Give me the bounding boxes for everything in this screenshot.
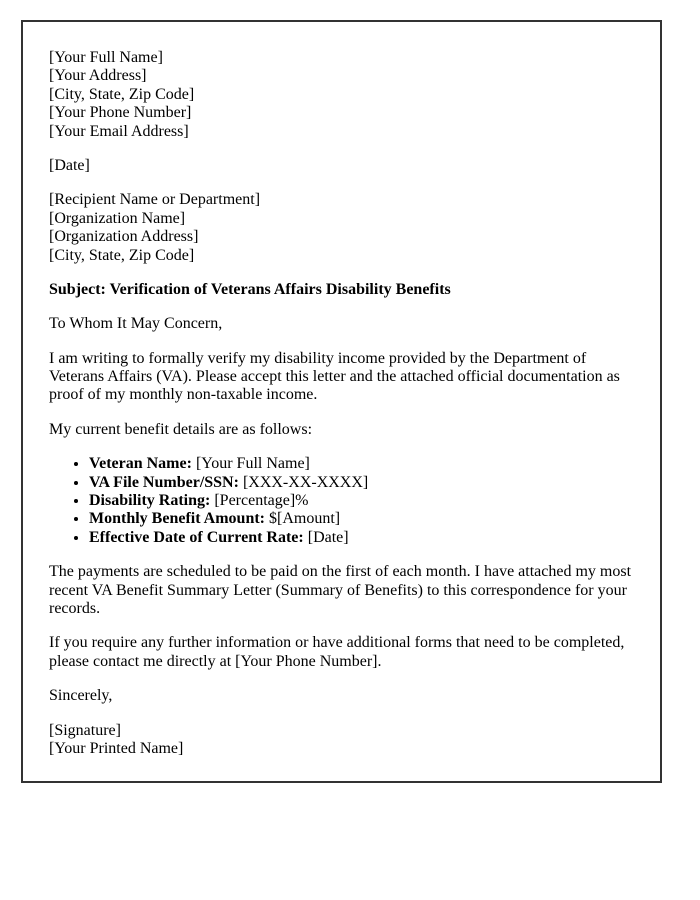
payments-paragraph: The payments are scheduled to be paid on the first of each month. I have attached my most recent VA Benefit Summary Letter (Summary of Benefits) to this correspondence for your records.: [49, 563, 632, 617]
letter-page: [21, 20, 662, 783]
closing: Sincerely,: [49, 687, 113, 705]
sender-line: [Your Email Address]: [49, 122, 189, 140]
benefit-detail-value: [XXX-XX-XXXX]: [242, 473, 369, 491]
signature-line: [Signature]: [49, 721, 121, 739]
sender-line: [City, State, Zip Code]: [49, 85, 195, 103]
sender-line: [Your Full Name]: [49, 49, 163, 66]
recipient-line: [Recipient Name or Department]: [49, 191, 261, 209]
benefit-detail-value: [Date]: [307, 528, 349, 546]
benefit-detail-label: Monthly Benefit Amount:: [89, 510, 265, 528]
benefit-detail-value: [Your Full Name]: [195, 455, 310, 473]
recipient-line: [Organization Name]: [49, 209, 186, 227]
salutation: To Whom It May Concern,: [49, 315, 223, 333]
benefit-detail-item: [89, 492, 635, 510]
benefit-detail-value: $[Amount]: [269, 510, 341, 528]
signature-block: [49, 722, 635, 759]
date-line: [Date]: [49, 156, 90, 174]
sender-block: [49, 49, 635, 141]
subject-line: Subject: Verification of Veterans Affairs Disability Benefits: [49, 280, 451, 298]
recipient-line: [City, State, Zip Code]: [49, 246, 195, 264]
benefit-details-list: [49, 455, 635, 547]
benefit-detail-label: Disability Rating:: [89, 492, 211, 510]
benefit-detail-label: VA File Number/SSN:: [89, 473, 239, 491]
sender-line: [Your Phone Number]: [49, 104, 192, 122]
benefit-detail-item: [89, 455, 635, 473]
benefit-detail-item: [89, 510, 635, 528]
signature-line: [Your Printed Name]: [49, 739, 184, 757]
details-intro: My current benefit details are as follows:: [49, 420, 313, 438]
contact-paragraph: If you require any further information or have additional forms that need to be completed, please contact me directly at [Your Phone Number].: [49, 634, 625, 670]
intro-paragraph: I am writing to formally verify my disability income provided by the Department of Veterans Affairs (VA). Please accept this letter and the attached official documentation as proof of my monthly non-taxable income.: [49, 349, 620, 404]
benefit-detail-value: [Percentage]%: [214, 492, 309, 510]
benefit-detail-label: Veteran Name:: [89, 455, 192, 473]
benefit-detail-label: Effective Date of Current Rate:: [89, 528, 304, 546]
recipient-block: [49, 191, 635, 265]
benefit-detail-item: [89, 529, 635, 547]
sender-line: [Your Address]: [49, 67, 147, 85]
benefit-detail-item: [89, 474, 635, 492]
recipient-line: [Organization Address]: [49, 228, 199, 246]
